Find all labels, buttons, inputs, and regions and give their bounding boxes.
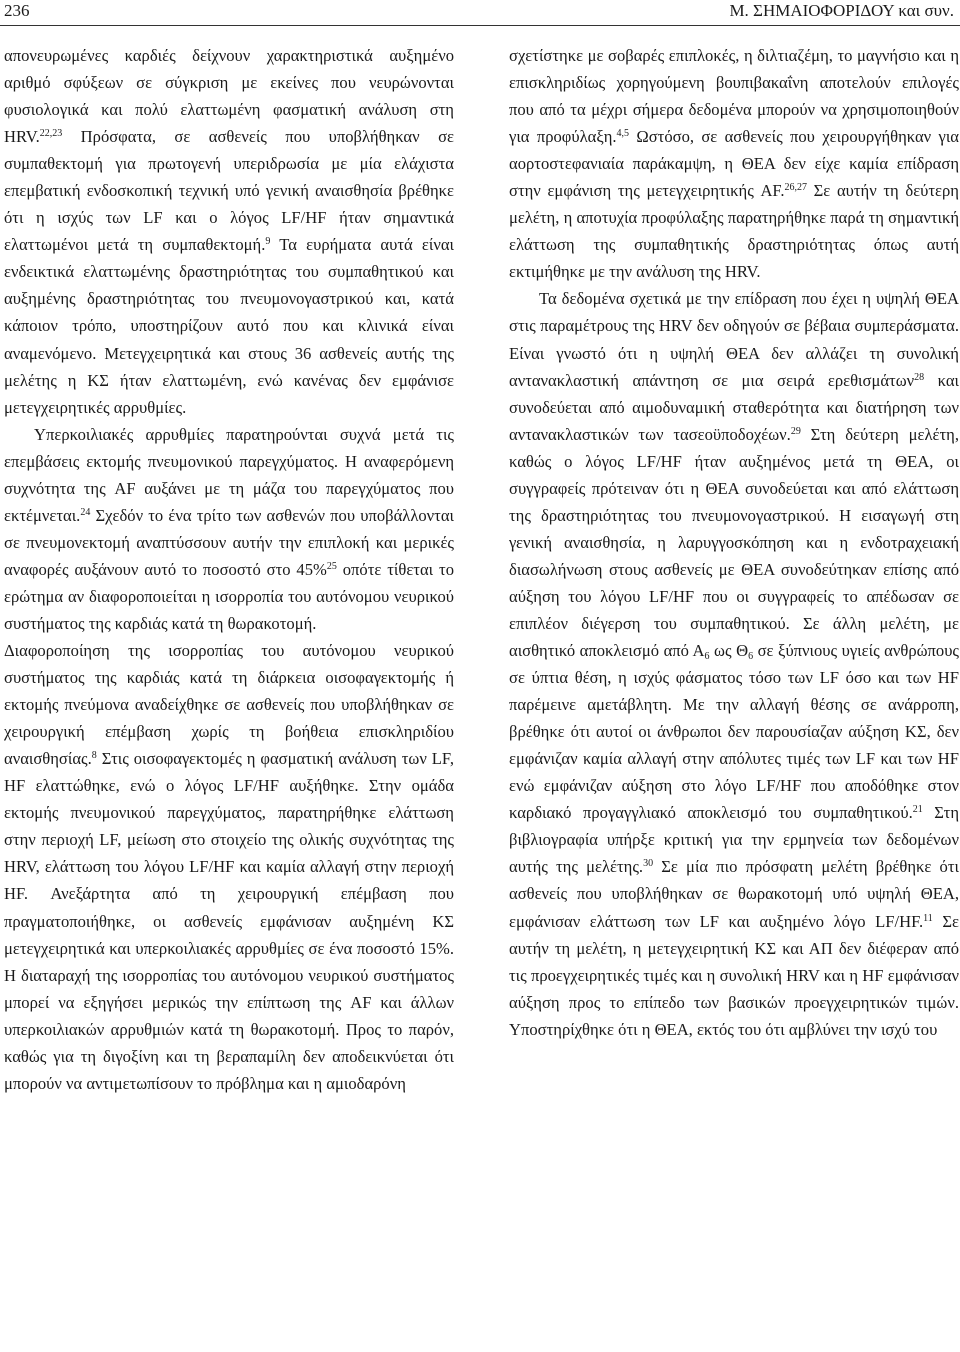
citation: 21 — [912, 804, 923, 816]
right-paragraph-1: σχετίστηκε με σοβαρές επιπλοκές, η διλτιαζέμη, το μαγνήσιο και η επισκληριδίως χορηγούμενη βουπιβακαΐνη αποτελούν επιλογές που από τα μέχρι σήμερα δεδομένα μπορούν να χρησιμοποιηθούν για προφύλαξη.$^{4,5}$ Ωστόσο, σε ασθενείς που χειρουργήθηκαν για αορτοστεφανιαία παράκαμψη, η ΘΕΑ δεν είχε καμία επίδραση στην εμφάνιση της μετεγχειρητικής AF.$^{26,27}$ Σε αυτήν τη δεύτερη μελέτη, η αποτυχία προφύλαξης παρατηρήθηκε παρά τη σημαντική ελάττωση της συμπαθητικής δραστηριότητας όπως αυτή εκτιμήθηκε με την ανάλυση της HRV. — [509, 46, 959, 282]
citation: 25 — [326, 560, 337, 572]
left-column — [4, 42, 454, 1097]
page-number: 236 — [4, 1, 30, 20]
citation: 24 — [80, 506, 91, 518]
page-header — [0, 0, 960, 26]
right-paragraph-2: Τα δεδομένα σχετικά με την επίδραση που έχει η υψηλή ΘΕΑ στις παραμέτρους της HRV δεν οδηγούν σε βέβαια συμπεράσματα. Είναι γνωστό ότι η υψηλή ΘΕΑ δεν αλλάζει τη συνολική αντανακλαστική απάντηση σε μια σειρά ερεθισμάτων$^{28}$ και συνοδεύεται από αιμοδυναμική σταθερότητα και διατήρηση των αντανακλαστικών των τασεοϋποδοχέων.$^{29}$ Στη δεύτερη μελέτη, καθώς ο λόγος LF/HF ήταν αυξημένος μετά τη ΘΕΑ, οι συγγραφείς πρότειναν ότι η ΘΕΑ συνοδεύεται και από ελάττωση της δραστηριότητας του πνευμονογαστρικού. Η εισαγωγή στη γενική αναισθησία, η λαρυγγοσκόπηση και η ενδοτραχειακή διασωλήνωση στους ασθενείς με ΘΕΑ συνοδεύτηκαν επίσης από αύξηση του λόγου LF/HF που οι συγγραφείς το απέδωσαν σε επιπλέον διέγερση του συμπαθητικού. Σε άλλη μελέτη, με αισθητικό αποκλεισμό από $A_6$ ως $\Theta_6$ σε ξύπνιους υγιείς ανθρώπους σε ύπτια θέση, η ισχύς φάσματος τόσο των LF όσο και των HF παρέμεινε αμετάβλητη. Με την αλλαγή θέσης σε ανάρροπη, βρέθηκε ότι αυτοί οι άνθρωποι δεν παρουσίαζαν αύξηση ΚΣ, δεν εμφάνιζαν καμία αλλαγή στην απόλυτες τιμές των LF και των HF ενώ εμφάνιζαν αύξηση στο λόγο LF/HF που αποδόθηκε στον καρδιακό προγαγγλιακό αποκλεισμό του συμπαθητικού.$^{21}$ Στη βιβλιογραφία υπήρξε κριτική για την ερμηνεία των δεδομένων αυτής της μελέτης.$^{30}$ Σε μία πιο πρόσφατη μελέτη βρέθηκε ότι ασθενείς που υποβλήθηκαν σε θωρακοτομή υπό υψηλή ΘΕΑ, εμφάνισαν ελάττωση των LF και αυξημένο λόγο LF/HF.$^{11}$ Σε αυτήν τη μελέτη, η μετεγχειρητική ΚΣ και ΑΠ δεν διέφεραν από τις προεγχειρητικές τιμές και η συνολική HRV και η HF εμφάνισαν αύξηση προς το επίπεδο των βασικών προεγχειρητικών τιμών. Υποστηρίχθηκε ότι η ΘΕΑ, εκτός του ότι αμβλύνει την ισχύ του — [509, 289, 960, 1039]
left-paragraph-1: απονευρωμένες καρδιές δείχνουν χαρακτηριστικά αυξημένο αριθμό σφύξεων σε σύγκριση με εκείνες που νευρώνονται φυσιολογικά και πολύ ελαττωμένη φασματική ανάλυση στη HRV.$^{22,23}$ Πρόσφατα, σε ασθενείς που υποβλήθηκαν σε συμπαθεκτομή για πρωτογενή υπεριδρωσία με μία ελάχιστα επεμβατική ενδοσκοπική τεχνική υπό γενική αναισθησία βρέθηκε ότι η ισχύς των LF και ο λόγος LF/HF ήταν σημαντικά ελαττωμένοι μετά τη συμπαθεκτομή.$^9$ Τα ευρήματα αυτά είναι ενδεικτικά ελαττωμένης δραστηριότητας του συμπαθητικού και αυξημένης δραστηριότητας του πνευμονογαστρικού και, κατά κάποιον τρόπο, υποστηρίζουν αυτό που και κλινικά είναι αναμενόμενο. Μετεγχειρητικά και στους 36 ασθενείς αυτής της μελέτης η ΚΣ ήταν ελαττωμένη, ενώ κανένας δεν εμφάνισε μετεγχειρητικές αρρυθμίες. — [4, 46, 454, 417]
citation: 11 — [923, 912, 933, 924]
left-paragraph-3: Διαφοροποίηση της ισορροπίας του αυτόνομου νευρικού συστήματος της καρδιάς κατά τη διάρκεια οισοφαγεκτομής ή εκτομής πνεύμονα αναδείχθηκε σε ασθενείς που υποβλήθηκαν σε χειρουργική επέμβαση χωρίς τη βοήθεια επισκληριδίου αναισθησίας.$^8$ Στις οισοφαγεκτομές η φασματική ανάλυση των LF, HF ελαττώθηκε, ενώ ο λόγος LF/HF αυξήθηκε. Στην ομάδα εκτομής πνευμονικού παρεγχύματος, παρατηρήθηκε ελάττωση στην περιοχή LF, μείωση στο στοιχείο της ολικής συχνότητας της HRV, ελάττωση του λόγου LF/HF και καμία αλλαγή στην περιοχή HF. Ανεξάρτητα από τη χειρουργική επέμβαση που πραγματοποιήθηκε, οι ασθενείς εμφάνισαν αυξημένη ΚΣ μετεγχειρητικά και υπερκοιλιακές αρρυθμίες σε ένα ποσοστό 15%. Η διαταραχή της ισορροπίας του αυτόνομου νευρικού συστήματος μπορεί να εξηγήσει μερικώς την επίπτωση της AF και άλλων υπερκοιλιακών αρρυθμιών κατά τη θωρακοτομή. Προς το παρόν, καθώς για τη διγοξίνη και τη βεραπαμίλη δεν αποδεικνύεται ότι μπορούν να αντιμετωπίσουν το πρόβλημα και η αμιοδαρόνη — [4, 641, 454, 1093]
citation: 8 — [91, 750, 97, 762]
right-column — [509, 42, 959, 1043]
citation: 29 — [790, 425, 801, 437]
citation: 22,23 — [39, 128, 63, 140]
subscript: 6 — [704, 651, 710, 663]
citation: 26,27 — [784, 182, 807, 194]
running-head: Μ. ΣΗΜΑΙΟΦΟΡΙΔΟΥ και συν. — [729, 1, 954, 20]
header-rule — [0, 25, 960, 26]
citation: 4,5 — [616, 128, 630, 140]
citation: 30 — [643, 858, 654, 870]
citation: 9 — [265, 236, 271, 248]
citation: 28 — [914, 371, 925, 383]
left-paragraph-2: Υπερκοιλιακές αρρυθμίες παρατηρούνται συχνά μετά τις επεμβάσεις εκτομής πνευμονικού παρεγχύματος. Η αναφερόμενη συχνότητα της AF αυξάνει με τη μάζα του παρεγχύματος που εκτέμνεται.$^{24}$ Σχεδόν το ένα τρίτο των ασθενών που υποβάλλονται σε πνευμονεκτομή αναπτύσσουν αυτήν την επιπλοκή και μερικές αναφορές αυξάνουν αυτό το ποσοστό στο 45%$^{25}$ οπότε τίθεται το ερώτημα αν διαφοροποιείται η ισορροπία του αυτόνομου νευρικού συστήματος της καρδιάς κατά τη θωρακοτομή. — [4, 424, 454, 633]
subscript: 6 — [748, 651, 754, 663]
